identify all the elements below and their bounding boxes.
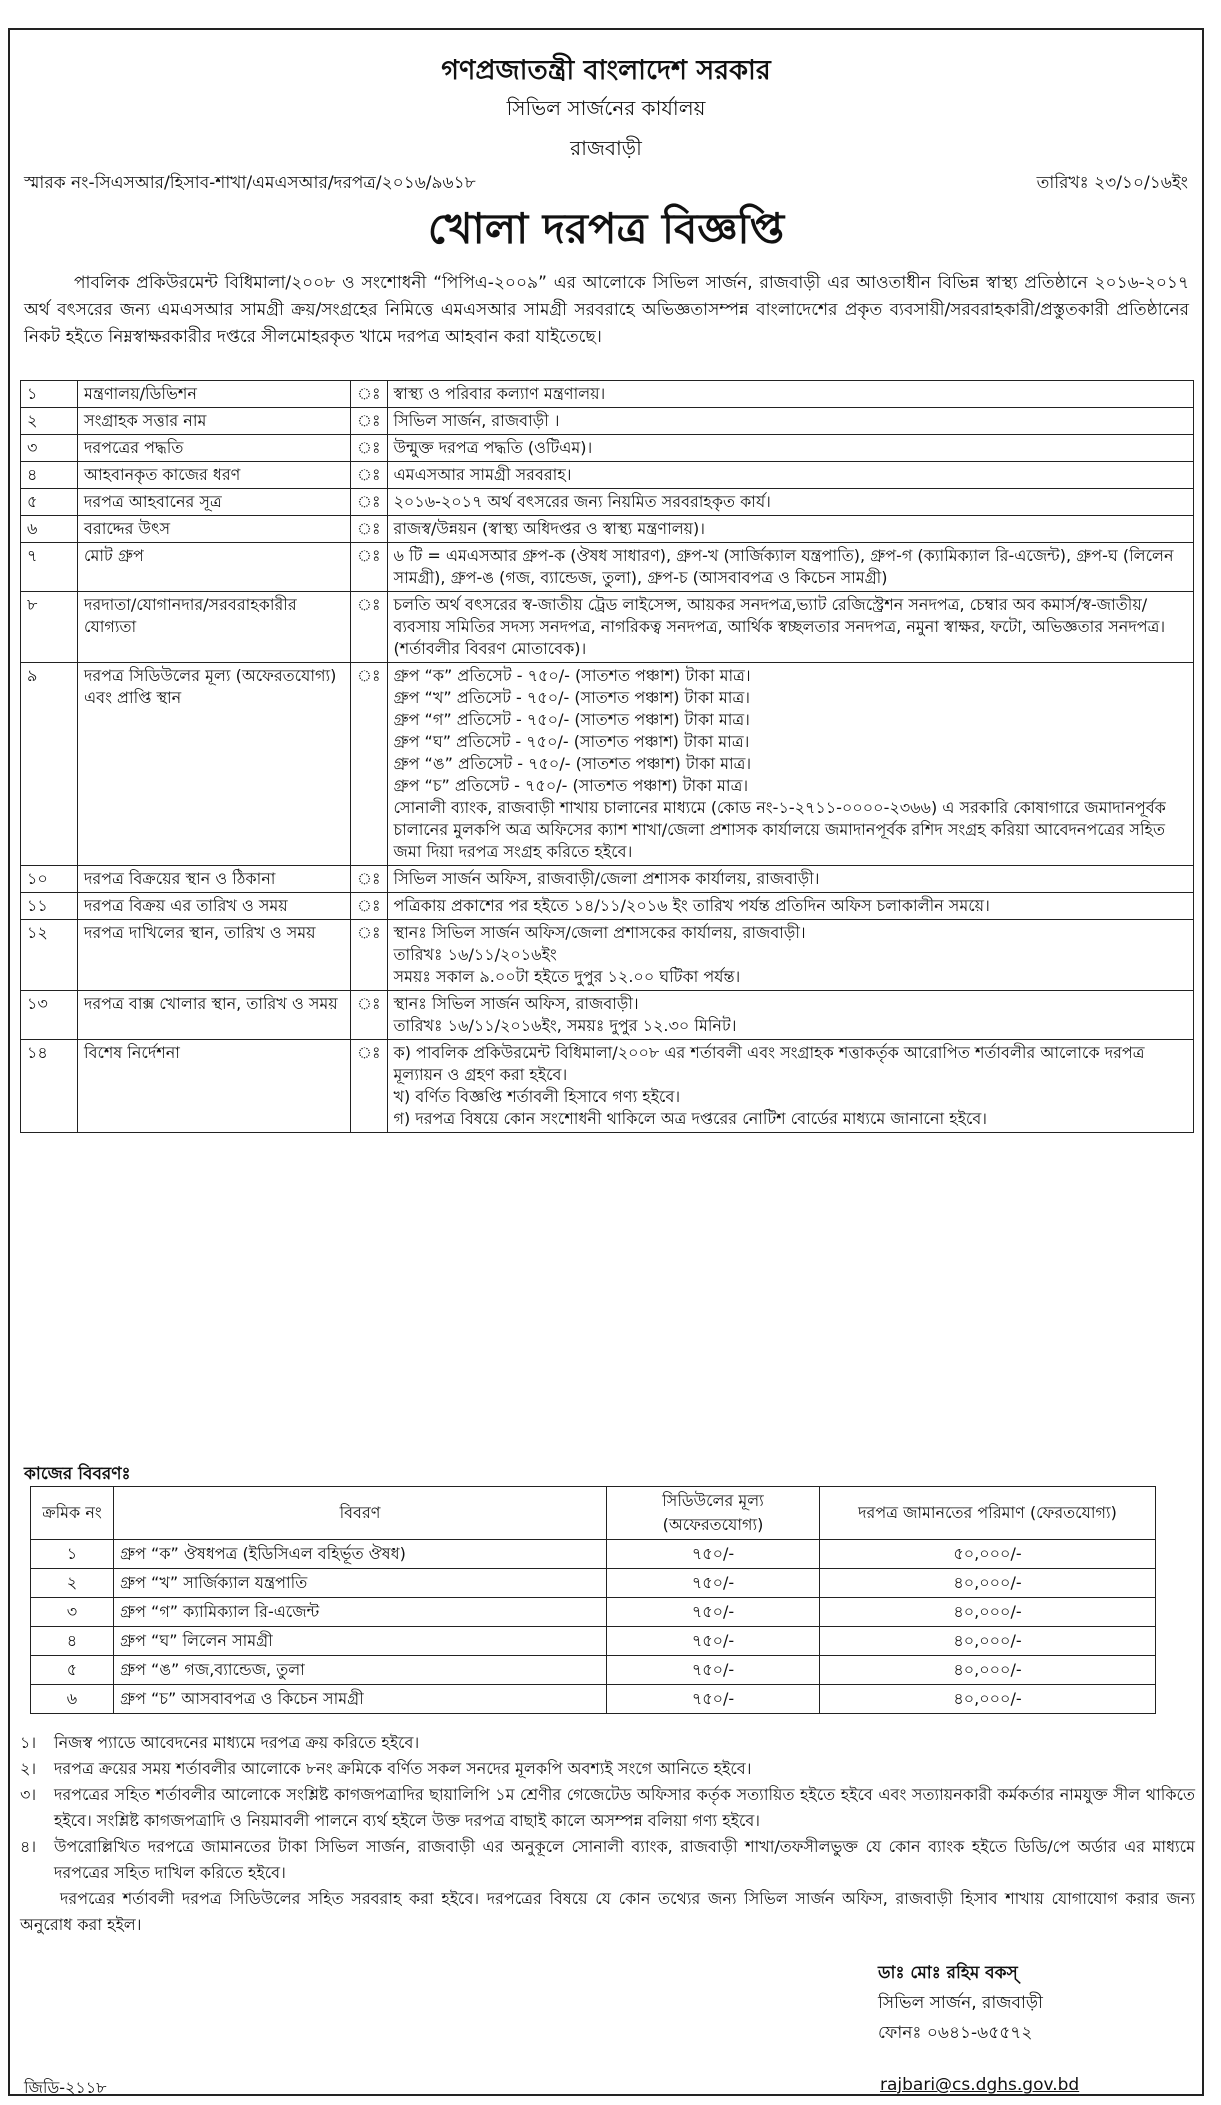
detail-row <box>21 920 1194 991</box>
signatory-name: ডাঃ মোঃ রহিম বকস্ <box>878 1963 1018 1983</box>
group-price-line: গ্রুপ “ঙ” প্রতিসেট - ৭৫০/- (সাতশত পঞ্চাশ) টাকা মাত্র। <box>393 754 752 773</box>
gd-number: জিডি-২১১৮ <box>24 2078 107 2097</box>
row-label: বরাদ্দের উৎস <box>78 516 351 543</box>
row-number: ২ <box>21 408 78 435</box>
detail-row <box>21 893 1194 920</box>
row-value: ৬ টি = এমএসআর গ্রুপ-ক (ঔষধ সাধারণ), গ্রুপ-খ (সার্জিক্যাল যন্ত্রপাতি), গ্রুপ-গ (ক্যামিক্যাল রি-এজেন্ট), গ্রুপ-ঘ (লিলেন সামগ্রী), গ্রুপ-ঙ (গজ, ব্যান্ডেজ, তুলা), গ্রুপ-চ (আসবাবপত্র ও কিচেন সামগ্রী) <box>387 543 1193 592</box>
cell-security: ৪০,০০০/- <box>820 1656 1156 1685</box>
row-colon: ঃ <box>351 920 388 991</box>
value-line: সময়ঃ সকাল ৯.০০টা হইতে দুপুর ১২.০০ ঘটিকা পর্যন্ত। <box>393 967 741 986</box>
row-number: ৮ <box>21 592 78 663</box>
row-colon: ঃ <box>351 1040 388 1133</box>
note-text: দরপত্র ক্রয়ের সময় শর্তাবলীর আলোকে ৮নং ক্রমিকে বর্ণিত সকল সনদের মূলকপি অবশ্যই সংগে আনিতে হইবে। <box>54 1759 752 1778</box>
detail-row <box>21 435 1194 462</box>
detail-row <box>21 592 1194 663</box>
office-location: রাজবাড়ী <box>570 136 642 160</box>
row-value <box>387 1040 1193 1133</box>
row-value: স্বাস্থ্য ও পরিবার কল্যাণ মন্ত্রণালয়। <box>387 381 1193 408</box>
row-colon: ঃ <box>351 462 388 489</box>
group-price-line: গ্রুপ “খ” প্রতিসেট - ৭৫০/- (সাতশত পঞ্চাশ) টাকা মাত্র। <box>393 688 750 707</box>
cell-security: ৪০,০০০/- <box>820 1627 1156 1656</box>
row-colon: ঃ <box>351 663 388 866</box>
note-item <box>20 1756 1195 1782</box>
col-schedule-price: সিডিউলের মূল্য (অফেরতযোগ্য) <box>607 1487 820 1540</box>
row-value <box>387 920 1193 991</box>
signature-block <box>878 1958 1043 2048</box>
row-colon: ঃ <box>351 543 388 592</box>
cell-description: গ্রুপ “ঙ” গজ,ব্যান্ডেজ, তুলা <box>114 1656 607 1685</box>
detail-row <box>21 462 1194 489</box>
row-colon: ঃ <box>351 866 388 893</box>
detail-row <box>21 408 1194 435</box>
table-row <box>31 1685 1156 1714</box>
notice-title: খোলা দরপত্র বিজ্ঞপ্তি <box>427 204 785 253</box>
cell-security: ৪০,০০০/- <box>820 1685 1156 1714</box>
detail-row <box>21 1040 1194 1133</box>
row-label: দরপত্র দাখিলের স্থান, তারিখ ও সময় <box>78 920 351 991</box>
work-description-label: কাজের বিবরণঃ <box>24 1464 131 1484</box>
row-value: এমএসআর সামগ্রী সরবরাহ। <box>387 462 1193 489</box>
value-line: তারিখঃ ১৬/১১/২০১৬ইং <box>393 945 557 964</box>
detail-row <box>21 991 1194 1040</box>
value-line: পত্রিকায় প্রকাশের পর হইতে ১৪/১১/২০১৬ ইং তারিখ পর্যন্ত প্রতিদিন অফিস চলাকালীন সময়ে। <box>393 896 990 915</box>
row-value: উন্মুক্ত দরপত্র পদ্ধতি (ওটিএম)। <box>387 435 1193 462</box>
cell-fee: ৭৫০/- <box>607 1627 820 1656</box>
cell-serial: ৩ <box>31 1598 114 1627</box>
group-price-line: গ্রুপ “গ” প্রতিসেট - ৭৫০/- (সাতশত পঞ্চাশ) টাকা মাত্র। <box>393 710 750 729</box>
row-number: ৬ <box>21 516 78 543</box>
cell-serial: ৫ <box>31 1656 114 1685</box>
detail-row <box>21 489 1194 516</box>
note-number: ১। <box>20 1733 37 1752</box>
cell-description: গ্রুপ “খ” সার্জিক্যাল যন্ত্রপাতি <box>114 1569 607 1598</box>
table-row <box>31 1627 1156 1656</box>
detail-row <box>21 381 1194 408</box>
group-price-line: গ্রুপ “চ” প্রতিসেট - ৭৫০/- (সাতশত পঞ্চাশ) টাকা মাত্র। <box>393 776 749 795</box>
detail-row <box>21 866 1194 893</box>
row-number: ১ <box>21 381 78 408</box>
group-price-line: গ্রুপ “ক” প্রতিসেট - ৭৫০/- (সাতশত পঞ্চাশ) টাকা মাত্র। <box>393 666 751 685</box>
government-title: গণপ্রজাতন্ত্রী বাংলাদেশ সরকার <box>441 55 771 86</box>
cell-serial: ২ <box>31 1569 114 1598</box>
cell-description: গ্রুপ “ক” ঔষধপত্র (ইডিসিএল বহির্ভূত ঔষধ) <box>114 1540 607 1569</box>
cell-fee: ৭৫০/- <box>607 1685 820 1714</box>
cell-description: গ্রুপ “গ” ক্যামিক্যাল রি-এজেন্ট <box>114 1598 607 1627</box>
row-label: বিশেষ নির্দেশনা <box>78 1040 351 1133</box>
row-label: আহবানকৃত কাজের ধরণ <box>78 462 351 489</box>
col-description: বিবরণ <box>114 1487 607 1540</box>
cell-description: গ্রুপ “ঘ” লিলেন সামগ্রী <box>114 1627 607 1656</box>
row-number: ৪ <box>21 462 78 489</box>
cell-serial: ১ <box>31 1540 114 1569</box>
col-security-amount: দরপত্র জামানতের পরিমাণ (ফেরতযোগ্য) <box>820 1487 1156 1540</box>
cell-fee: ৭৫০/- <box>607 1540 820 1569</box>
row-label: দরপত্র আহবানের সূত্র <box>78 489 351 516</box>
detail-row-schedule-price <box>21 663 1194 866</box>
value-line: স্থানঃ সিভিল সার্জন অফিস/জেলা প্রশাসকের কার্যালয়, রাজবাড়ী। <box>393 923 806 942</box>
row-label: দরদাতা/যোগানদার/সরবরাহকারীর যোগ্যতা <box>78 592 351 663</box>
cell-fee: ৭৫০/- <box>607 1656 820 1685</box>
note-number: ৪। <box>20 1837 37 1856</box>
row-colon: ঃ <box>351 435 388 462</box>
memo-number: স্মারক নং-সিএসআর/হিসাব-শাখা/এমএসআর/দরপত্র/২০১৬/৯৬১৮ <box>24 173 476 193</box>
row-label: দরপত্র বিক্রয় এর তারিখ ও সময় <box>78 893 351 920</box>
memo-date: তারিখঃ ২৩/১০/১৬ইং <box>1036 173 1188 193</box>
note-number: ২। <box>20 1759 37 1778</box>
cell-description: গ্রুপ “চ” আসবাবপত্র ও কিচেন সামগ্রী <box>114 1685 607 1714</box>
cell-security: ৪০,০০০/- <box>820 1598 1156 1627</box>
notes-section <box>20 1730 1195 1938</box>
row-colon: ঃ <box>351 592 388 663</box>
note-number: ৩। <box>20 1785 37 1804</box>
row-number: ১৪ <box>21 1040 78 1133</box>
row-value: চলতি অর্থ বৎসরের স্ব-জাতীয় ট্রেড লাইসেন্স, আয়কর সনদপত্র,ভ্যাট রেজিস্ট্রেশন সনদপত্র, চেম্বার অব কমার্স/স্ব-জাতীয়/ব্যবসায় সমিতির সদস্য সনদপত্র, নাগরিকত্ব সনদপত্র, আর্থিক স্বচ্ছলতার সনদপত্র, নমুনা স্বাক্ষর, ফটো, অভিজ্ঞতার সনদপত্র। (শর্তাবলীর বিবরণ মোতাবেক)। <box>387 592 1193 663</box>
phone-number: ফোনঃ ০৬৪১-৬৫৫৭২ <box>878 2023 1033 2043</box>
row-colon: ঃ <box>351 381 388 408</box>
intro-paragraph: পাবলিক প্রকিউরমেন্ট বিধিমালা/২০০৮ ও সংশোধনী “পিপিএ-২০০৯” এর আলোকে সিভিল সার্জন, রাজবাড়ী এর আওতাধীন বিভিন্ন স্বাস্থ্য প্রতিষ্ঠানে ২০১৬-২০১৭ অর্থ বৎসরের জন্য এমএসআর সামগ্রী ক্রয়/সংগ্রহের নিমিত্তে এমএসআর সামগ্রী সরবরাহে অভিজ্ঞতাসম্পন্ন বাংলাদেশের প্রকৃত ব্যবসায়ী/সরবরাহকারী/প্রস্তুতকারী প্রতিষ্ঠানের নিকট হইতে নিম্নস্বাক্ষরকারীর দপ্তরে সীলমোহরকৃত খামে দরপত্র আহবান করা যাইতেছে। <box>24 273 1189 347</box>
cell-serial: ৪ <box>31 1627 114 1656</box>
note-item <box>20 1834 1195 1886</box>
bank-instructions: সোনালী ব্যাংক, রাজবাড়ী শাখায় চালানের মাধ্যমে (কোড নং-১-২৭১১-০০০০-২৩৬৬) এ সরকারি কোষাগারে জমাদানপূর্বক চালানের মুলকপি অত্র অফিসের ক্যাশ শাখা/জেলা প্রশাসক কার্যালয়ে জমাদানপূর্বক রশিদ সংগ্রহ করিয়া আবেদনপত্রের সহিত জমা দিয়া দরপত্র সংগ্রহ করিতে হইবে। <box>393 798 1166 861</box>
row-label: দরপত্র বিক্রয়ের স্থান ও ঠিকানা <box>78 866 351 893</box>
row-value <box>387 893 1193 920</box>
row-label: দরপত্রের পদ্ধতি <box>78 435 351 462</box>
row-number: ১০ <box>21 866 78 893</box>
cell-fee: ৭৫০/- <box>607 1569 820 1598</box>
row-label: দরপত্র বাক্স খোলার স্থান, তারিখ ও সময় <box>78 991 351 1040</box>
row-value <box>387 866 1193 893</box>
closing-paragraph: দরপত্রের শর্তাবলী দরপত্র সিডিউলের সহিত সরবরাহ করা হইবে। দরপত্রের বিষয়ে যে কোন তথ্যের জন্য সিভিল সার্জন অফিস, রাজবাড়ী হিসাব শাখায় যোগাযোগ করার জন্য অনুরোধ করা হইল। <box>20 1889 1195 1934</box>
col-serial: ক্রমিক নং <box>31 1487 114 1540</box>
cell-fee: ৭৫০/- <box>607 1598 820 1627</box>
row-number: ৩ <box>21 435 78 462</box>
value-line: ক) পাবলিক প্রকিউরমেন্ট বিধিমালা/২০০৮ এর শর্তাবলী এবং সংগ্রাহক শত্তাকর্তৃক আরোপিত শর্তাবলীর আলোকে দরপত্র মূল্যায়ন ও গ্রহণ করা হইবে। <box>393 1043 1145 1084</box>
row-number: ১২ <box>21 920 78 991</box>
cell-security: ৫০,০০০/- <box>820 1540 1156 1569</box>
cell-security: ৪০,০০০/- <box>820 1569 1156 1598</box>
row-number: ৯ <box>21 663 78 866</box>
row-colon: ঃ <box>351 991 388 1040</box>
email-link[interactable]: rajbari@cs.dghs.gov.bd <box>880 2075 1080 2095</box>
row-value <box>387 991 1193 1040</box>
table-row <box>31 1598 1156 1627</box>
cell-serial: ৬ <box>31 1685 114 1714</box>
note-item <box>20 1730 1195 1756</box>
row-colon: ঃ <box>351 408 388 435</box>
value-line: তারিখঃ ১৬/১১/২০১৬ইং, সময়ঃ দুপুর ১২.৩০ মিনিট। <box>393 1016 737 1035</box>
row-number: ৭ <box>21 543 78 592</box>
table-row <box>31 1656 1156 1685</box>
note-text: নিজস্ব প্যাডে আবেদনের মাধ্যমে দরপত্র ক্রয় করিতে হইবে। <box>54 1733 420 1752</box>
work-description-table <box>30 1486 1156 1714</box>
row-label: দরপত্র সিডিউলের মূল্য (অফেরতযোগ্য) এবং প্রাপ্তি স্থান <box>78 663 351 866</box>
row-value: সিভিল সার্জন, রাজবাড়ী । <box>387 408 1193 435</box>
notice-frame <box>8 28 1204 2096</box>
note-text: উপরোল্লিখিত দরপত্রে জামানতের টাকা সিভিল সার্জন, রাজবাড়ী এর অনুকূলে সোনালী ব্যাংক, রাজবাড়ী শাখা/তফসীলভুক্ত যে কোন ব্যাংক হইতে ডিডি/পে অর্ডার এর মাধ্যমে দরপত্রের সহিত দাখিল করিতে হইবে। <box>54 1837 1195 1882</box>
note-item <box>20 1782 1195 1834</box>
row-colon: ঃ <box>351 489 388 516</box>
value-line: স্থানঃ সিভিল সার্জন অফিস, রাজবাড়ী। <box>393 994 639 1013</box>
row-colon: ঃ <box>351 516 388 543</box>
row-value <box>387 663 1193 866</box>
row-label: সংগ্রাহক সত্তার নাম <box>78 408 351 435</box>
signatory-designation: সিভিল সার্জন, রাজবাড়ী <box>878 1993 1043 2013</box>
group-price-line: গ্রুপ “ঘ” প্রতিসেট - ৭৫০/- (সাতশত পঞ্চাশ) টাকা মাত্র। <box>393 732 750 751</box>
value-line: খ) বর্ণিত বিজ্ঞপ্তি শর্তাবলী হিসাবে গণ্য হইবে। <box>393 1087 681 1106</box>
row-colon: ঃ <box>351 893 388 920</box>
row-value: ২০১৬-২০১৭ অর্থ বৎসরের জন্য নিয়মিত সরবরাহকৃত কার্য। <box>387 489 1193 516</box>
row-label: মন্ত্রণালয়/ডিভিশন <box>78 381 351 408</box>
detail-row <box>21 516 1194 543</box>
value-line: সিভিল সার্জন অফিস, রাজবাড়ী/জেলা প্রশাসক কার্যালয়, রাজবাড়ী। <box>393 869 820 888</box>
note-text: দরপত্রের সহিত শর্তাবলীর আলোকে সংশ্লিষ্ট কাগজপত্রাদির ছায়ালিপি ১ম শ্রেণীর গেজেটেড অফিসার কর্তৃক সত্যায়িত হইতে হইবে এবং সত্যায়নকারী কর্মকর্তার নামযুক্ত সীল থাকিতে হইবে। সংশ্লিষ্ট কাগজপত্রাদি ও নিয়মাবলী পালনে ব্যর্থ হইলে উক্ত দরপত্র বাছাই কালে অসম্পন্ন বলিয়া গণ্য হইবে। <box>54 1785 1195 1830</box>
detail-row <box>21 543 1194 592</box>
tender-details-table <box>20 380 1194 1133</box>
value-line: গ) দরপত্র বিষয়ে কোন সংশোধনী থাকিলে অত্র দপ্তরের নোটিশ বোর্ডের মাধ্যমে জানানো হইবে। <box>393 1109 988 1128</box>
table-row <box>31 1569 1156 1598</box>
row-value: রাজস্ব/উন্নয়ন (স্বাস্থ্য অধিদপ্তর ও স্বাস্থ্য মন্ত্রণালয়)। <box>387 516 1193 543</box>
row-number: ৫ <box>21 489 78 516</box>
row-number: ১৩ <box>21 991 78 1040</box>
row-label: মোট গ্রুপ <box>78 543 351 592</box>
office-name: সিভিল সার্জনের কার্যালয় <box>506 96 706 120</box>
table-row <box>31 1540 1156 1569</box>
row-number: ১১ <box>21 893 78 920</box>
